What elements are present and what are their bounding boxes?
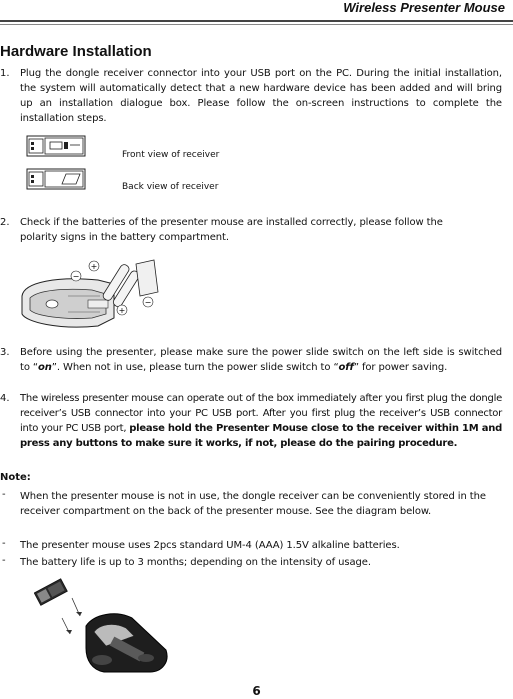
step-1-text: Plug the dongle receiver connector into your USB port on the PC. During the initial installation, the system will automatically detect that a new hardware device has been added and will bring up an installation dialogue box. Please follow the on-screen instructions to complete the installation steps. bbox=[20, 68, 502, 124]
step-3-text-mid: ”. When not in use, please turn the power slide switch to “ bbox=[51, 362, 339, 373]
note-item-1: When the presenter mouse is not in use, the dongle receiver can be conveniently stored in the receiver compartment on the back of the presenter mouse. See the diagram below. bbox=[20, 491, 486, 517]
header-rule-thin bbox=[0, 24, 513, 25]
section-title: Hardware Installation bbox=[0, 43, 152, 60]
note-dash-1: - bbox=[2, 489, 6, 500]
note-label: Note: bbox=[0, 472, 31, 483]
note-item-2: The presenter mouse uses 2pcs standard UM-4 (AAA) 1.5V alkaline batteries. bbox=[20, 540, 400, 551]
note-dash-3: - bbox=[2, 555, 6, 566]
step-4-text bbox=[20, 391, 502, 451]
step-4-number: 4. bbox=[0, 393, 10, 404]
step-4-text-bold: please hold the Presenter Mouse close to the receiver within 1M and press any buttons to make sure it works, if not, please do the pairing procedure. bbox=[20, 423, 502, 449]
step-4-text-regular: The wireless presenter mouse can operate out of the box immediately after you first plug the dongle receiver’s USB connector into your PC USB port. After you first plug the receiver’s USB connector into your PC USB port, bbox=[20, 393, 502, 434]
battery-plus-label-1: + bbox=[90, 262, 98, 271]
step-3-number: 3. bbox=[0, 347, 10, 358]
step-3-text-pre: Before using the presenter, please make sure the power slide switch on the left side is switched to “ bbox=[20, 347, 502, 373]
receiver-back-caption: Back view of receiver bbox=[122, 182, 219, 192]
step-2-number: 2. bbox=[0, 217, 10, 228]
step-3-text-post: ” for power saving. bbox=[353, 362, 448, 373]
page-number: 6 bbox=[252, 684, 261, 698]
battery-minus-label-2: − bbox=[144, 298, 152, 307]
document-header-title: Wireless Presenter Mouse bbox=[343, 0, 505, 15]
receiver-storage-image bbox=[34, 576, 174, 676]
step-2-text: Check if the batteries of the presenter mouse are installed correctly, please follow the polarity signs in the battery compartment. bbox=[20, 217, 443, 243]
note-dash-2: - bbox=[2, 538, 6, 549]
step-3-on-keyword: on bbox=[38, 362, 52, 373]
battery-plus-label-2: + bbox=[118, 306, 126, 315]
step-3-off-keyword: off bbox=[338, 362, 354, 373]
step-1-number: 1. bbox=[0, 68, 10, 79]
receiver-front-caption: Front view of receiver bbox=[122, 150, 220, 160]
step-3-text bbox=[20, 345, 502, 375]
note-item-3: The battery life is up to 3 months; depending on the intensity of usage. bbox=[20, 557, 371, 568]
battery-minus-label-1: − bbox=[72, 272, 80, 281]
receiver-front-image bbox=[26, 135, 86, 157]
header-rule-thick bbox=[0, 20, 513, 22]
receiver-back-image bbox=[26, 168, 86, 190]
battery-installation-image bbox=[18, 256, 168, 334]
